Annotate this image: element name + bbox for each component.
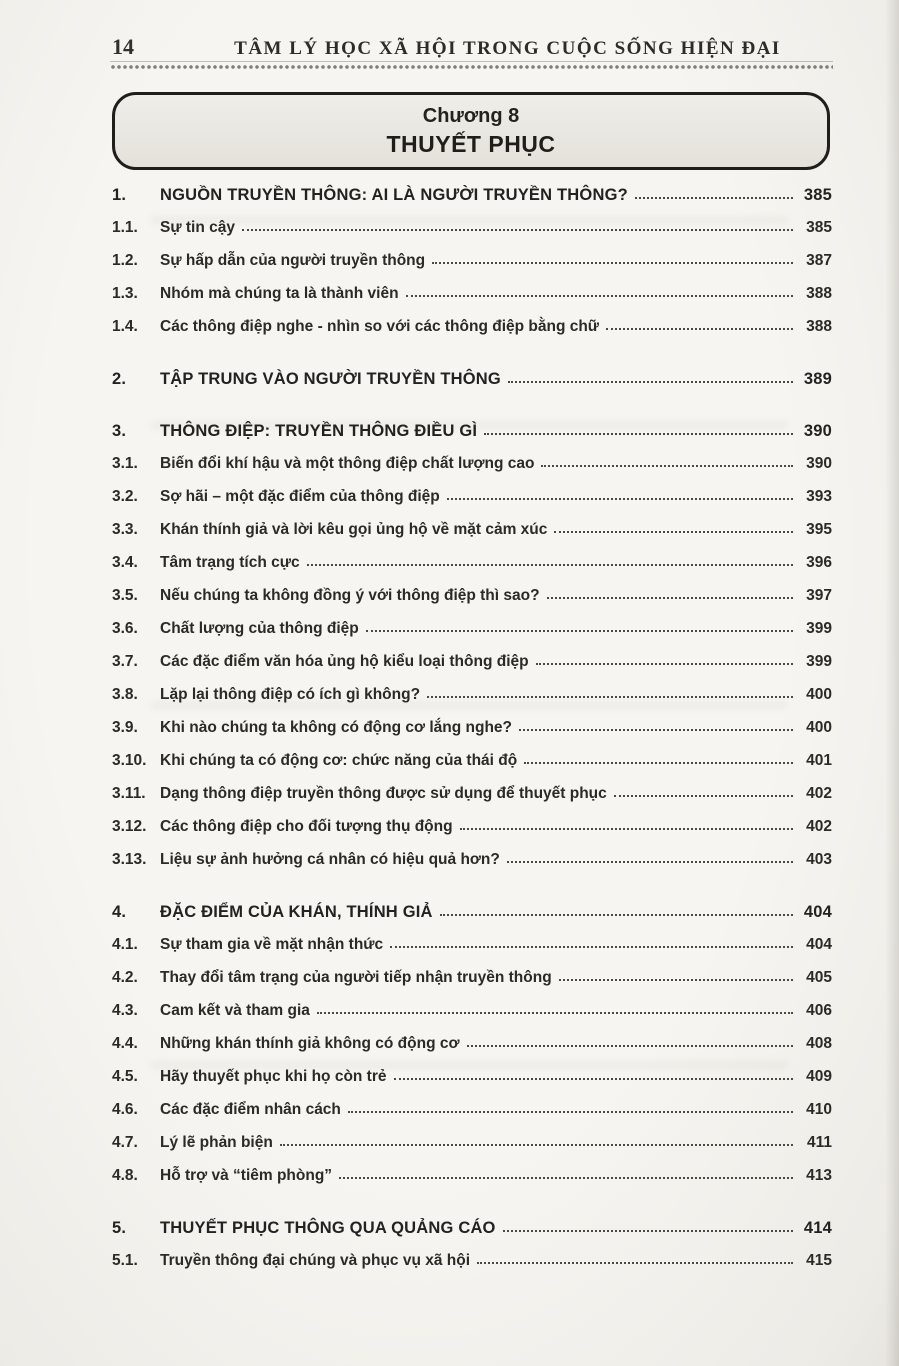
toc-row	[112, 587, 832, 620]
page-number: 14	[112, 34, 134, 59]
toc-entry-number: 4.1.	[112, 936, 138, 953]
dot-leader	[317, 1012, 793, 1014]
toc-entry-number: 3.2.	[112, 488, 138, 505]
dot-leader	[406, 295, 793, 297]
toc-row	[112, 318, 832, 351]
toc-entry-number: 3.7.	[112, 653, 138, 670]
toc-entry-title: Khán thính giả và lời kêu gọi ủng hộ về mặt cảm xúc	[160, 521, 548, 538]
toc-row	[112, 936, 832, 969]
dot-leader	[541, 465, 793, 467]
dot-leader	[477, 1262, 793, 1264]
dot-leader	[366, 630, 793, 632]
toc-entry-page: 410	[806, 1101, 832, 1118]
toc-entry-number: 5.	[112, 1219, 127, 1237]
toc-entry-number: 3.9.	[112, 719, 138, 736]
toc-row	[112, 219, 832, 252]
toc-entry-title: TẬP TRUNG VÀO NGƯỜI TRUYỀN THÔNG	[160, 370, 501, 388]
toc-entry-number: 4.6.	[112, 1101, 138, 1118]
toc-entry-page: 390	[806, 455, 832, 472]
toc-entry-title: Lặp lại thông điệp có ích gì không?	[160, 686, 421, 703]
toc-row	[112, 1035, 832, 1068]
page-header	[112, 34, 833, 60]
toc-entry-page: 388	[806, 318, 832, 335]
toc-row	[112, 620, 832, 653]
toc-entry-page: 409	[806, 1068, 832, 1085]
toc-entry-number: 4.5.	[112, 1068, 138, 1085]
toc-row	[112, 818, 832, 851]
dot-leader	[635, 197, 793, 199]
toc-row	[112, 285, 832, 318]
toc-entry-page: 403	[806, 851, 832, 868]
page-edge-shadow	[885, 0, 899, 1366]
toc-entry-title: Hỗ trợ và “tiêm phòng”	[160, 1167, 333, 1184]
toc-entry-number: 3.	[112, 422, 127, 440]
chapter-title: THUYẾT PHỤC	[386, 130, 556, 157]
toc-entry-number: 2.	[112, 370, 127, 388]
toc-entry-page: 408	[806, 1035, 832, 1052]
toc-entry-page: 400	[806, 719, 832, 736]
toc-entry-title: Các đặc điểm văn hóa ủng hộ kiểu loại thông điệp	[160, 653, 529, 670]
toc-entry-page: 396	[806, 554, 832, 571]
toc-entry-title: Truyền thông đại chúng và phục vụ xã hội	[160, 1252, 471, 1269]
toc-entry-page: 415	[806, 1252, 832, 1269]
toc-entry-number: 3.10.	[112, 752, 147, 769]
dot-leader	[484, 433, 793, 435]
dot-leader	[348, 1111, 793, 1113]
dot-leader	[606, 328, 793, 330]
toc-entry-number: 3.6.	[112, 620, 138, 637]
toc-row	[112, 186, 832, 219]
toc-row	[112, 1167, 832, 1200]
toc-entry-number: 3.4.	[112, 554, 138, 571]
toc-entry-title: ĐẶC ĐIỂM CỦA KHÁN, THÍNH GIẢ	[160, 903, 433, 921]
toc-row	[112, 1002, 832, 1035]
toc-entry-title: Các đặc điểm nhân cách	[160, 1101, 341, 1118]
toc-entry-number: 3.11.	[112, 785, 146, 802]
dot-leader	[547, 597, 793, 599]
toc-entry-number: 3.8.	[112, 686, 138, 703]
dot-leader	[339, 1177, 793, 1179]
toc-entry-page: 414	[803, 1219, 832, 1237]
dot-leader	[242, 229, 793, 231]
dot-leader	[503, 1230, 793, 1232]
dot-leader	[508, 381, 793, 383]
toc-entry-title: Các thông điệp nghe - nhìn so với các thông điệp bằng chữ	[160, 318, 600, 335]
toc-entry-page: 404	[803, 903, 832, 921]
dot-leader	[447, 498, 793, 500]
toc-entry-title: Hãy thuyết phục khi họ còn trẻ	[160, 1068, 387, 1085]
chapter-label: Chương 8	[422, 104, 520, 127]
toc-entry-page: 413	[806, 1167, 832, 1184]
toc-entry-title: Cam kết và tham gia	[160, 1002, 310, 1019]
toc-entry-page: 402	[806, 818, 832, 835]
toc-row	[112, 752, 832, 785]
toc-entry-title: Nhóm mà chúng ta là thành viên	[160, 285, 399, 302]
toc-entry-page: 411	[806, 1134, 832, 1151]
toc-entry-title: Tâm trạng tích cực	[160, 554, 300, 571]
toc-entry-title: Lý lẽ phản biện	[160, 1134, 273, 1151]
toc-entry-title: Khi nào chúng ta không có động cơ lắng nghe?	[160, 719, 513, 736]
toc-entry-page: 395	[806, 521, 832, 538]
toc-row	[112, 719, 832, 752]
toc-entry-page: 389	[803, 370, 832, 388]
dot-leader	[280, 1144, 793, 1146]
dot-leader	[559, 979, 793, 981]
toc-row	[112, 1134, 832, 1167]
toc-entry-number: 4.3.	[112, 1002, 138, 1019]
toc-entry-page: 385	[803, 186, 832, 204]
toc-entry-title: Biến đổi khí hậu và một thông điệp chất lượng cao	[160, 455, 535, 472]
dot-leader	[307, 564, 793, 566]
toc-entry-page: 385	[806, 219, 832, 236]
toc-row	[112, 370, 832, 403]
toc-entry-page: 399	[806, 620, 832, 637]
toc-entry-title: Khi chúng ta có động cơ: chức năng của thái độ	[160, 752, 518, 769]
toc-row	[112, 1068, 832, 1101]
toc-entry-number: 1.1.	[112, 219, 138, 236]
toc-entry-page: 393	[806, 488, 832, 505]
toc-entry-title: Chất lượng của thông điệp	[160, 620, 359, 637]
toc-entry-page: 406	[806, 1002, 832, 1019]
toc-row	[112, 422, 832, 455]
toc-row	[112, 1101, 832, 1134]
dot-leader	[460, 828, 793, 830]
toc-entry-title: Thay đổi tâm trạng của người tiếp nhận truyền thông	[160, 969, 552, 986]
toc-entry-number: 4.2.	[112, 969, 138, 986]
toc-entry-number: 4.	[112, 903, 127, 921]
toc-list	[112, 186, 832, 1285]
toc-entry-page: 387	[806, 252, 832, 269]
toc-entry-number: 3.12.	[112, 818, 147, 835]
toc-entry-title: Sự tin cậy	[160, 219, 235, 236]
toc-entry-number: 3.3.	[112, 521, 138, 538]
chapter-banner	[112, 92, 830, 170]
toc-row	[112, 969, 832, 1002]
toc-entry-page: 405	[806, 969, 832, 986]
toc-row	[112, 851, 832, 884]
toc-entry-page: 401	[806, 752, 832, 769]
toc-row	[112, 785, 832, 818]
dot-leader	[394, 1078, 794, 1080]
toc-row	[112, 488, 832, 521]
toc-entry-title: Dạng thông điệp truyền thông được sử dụng để thuyết phục	[160, 785, 607, 802]
dot-leader	[390, 946, 793, 948]
dot-leader	[536, 663, 793, 665]
toc-entry-title: Những khán thính giả không có động cơ	[160, 1035, 460, 1052]
toc-entry-title: NGUỒN TRUYỀN THÔNG: AI LÀ NGƯỜI TRUYỀN THÔNG?	[160, 186, 628, 204]
toc-row	[112, 1252, 832, 1285]
toc-entry-title: Nếu chúng ta không đồng ý với thông điệp thì sao?	[160, 587, 540, 604]
dot-leader	[507, 861, 793, 863]
toc-entry-number: 3.1.	[112, 455, 138, 472]
toc-row	[112, 686, 832, 719]
toc-entry-page: 390	[803, 422, 832, 440]
toc-entry-page: 404	[806, 936, 832, 953]
dot-leader	[519, 729, 793, 731]
dot-leader	[614, 795, 793, 797]
toc-entry-number: 4.4.	[112, 1035, 138, 1052]
toc-entry-page: 399	[806, 653, 832, 670]
dot-leader	[467, 1045, 793, 1047]
header-divider-ornament	[110, 64, 833, 71]
toc-entry-number: 1.2.	[112, 252, 138, 269]
toc-entry-title: Liệu sự ảnh hưởng cá nhân có hiệu quả hơn?	[160, 851, 500, 868]
toc-entry-page: 397	[806, 587, 832, 604]
toc-entry-number: 4.7.	[112, 1134, 138, 1151]
dot-leader	[554, 531, 793, 533]
toc-entry-number: 4.8.	[112, 1167, 138, 1184]
toc-entry-title: Các thông điệp cho đối tượng thụ động	[160, 818, 453, 835]
toc-entry-page: 400	[806, 686, 832, 703]
toc-entry-title: THÔNG ĐIỆP: TRUYỀN THÔNG ĐIỀU GÌ	[160, 422, 478, 440]
toc-row	[112, 653, 832, 686]
toc-row	[112, 903, 832, 936]
toc-entry-title: Sự tham gia về mặt nhận thức	[160, 936, 384, 953]
toc-entry-title: Sự hấp dẫn của người truyền thông	[160, 252, 426, 269]
toc-entry-title: Sợ hãi – một đặc điểm của thông điệp	[160, 488, 440, 505]
running-title: TÂM LÝ HỌC XÃ HỘI TRONG CUỘC SỐNG HIỆN ĐẠI	[234, 38, 781, 59]
toc-entry-title: THUYẾT PHỤC THÔNG QUA QUẢNG CÁO	[160, 1219, 496, 1237]
toc-entry-page: 388	[806, 285, 832, 302]
toc-row	[112, 252, 832, 285]
dot-leader	[524, 762, 793, 764]
toc-entry-number: 5.1.	[112, 1252, 138, 1269]
toc-entry-number: 1.3.	[112, 285, 138, 302]
toc-row	[112, 554, 832, 587]
toc-entry-page: 402	[806, 785, 832, 802]
toc-entry-number: 1.4.	[112, 318, 138, 335]
toc-row	[112, 455, 832, 488]
toc-entry-number: 3.5.	[112, 587, 138, 604]
toc-entry-number: 3.13.	[112, 851, 147, 868]
toc-entry-number: 1.	[112, 186, 127, 204]
toc-row	[112, 1219, 832, 1252]
dot-leader	[440, 914, 793, 916]
toc-row	[112, 521, 832, 554]
dot-leader	[427, 696, 793, 698]
dot-leader	[432, 262, 793, 264]
